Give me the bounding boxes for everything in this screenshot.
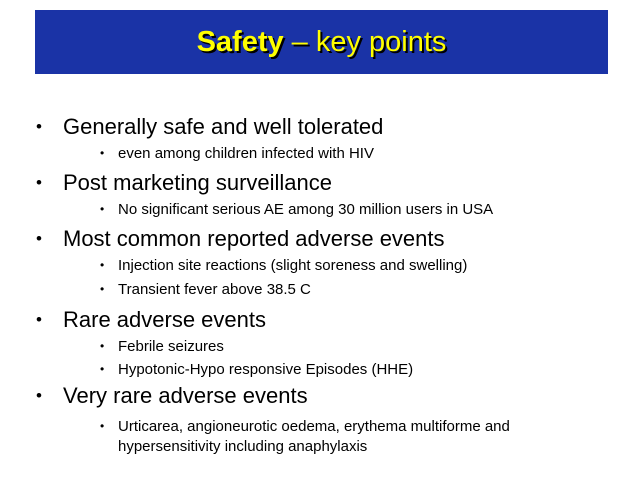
bullet-icon: • <box>36 386 42 405</box>
sub-bullet-text: Urticarea, angioneurotic oedema, erythema multiforme and hypersensitivity including anaphylaxis <box>118 418 510 455</box>
sub-bullet-text: Febrile seizures <box>118 338 224 355</box>
bullet-text: Generally safe and well tolerated <box>63 114 384 139</box>
sub-bullet-icon: • <box>100 362 105 376</box>
sub-bullet-icon: • <box>100 258 105 272</box>
sub-bullet-text: Hypotonic-Hypo responsive Episodes (HHE) <box>118 361 414 378</box>
sub-bullet-text: No significant serious AE among 30 million users in USA <box>118 201 494 218</box>
sub-bullet-text: Injection site reactions (slight soreness and swelling) <box>118 257 468 274</box>
sub-bullet-icon: • <box>100 339 105 353</box>
title-rest: – key points <box>283 25 447 58</box>
bullet-icon: • <box>36 117 42 136</box>
title-keyword: Safety <box>196 25 284 58</box>
bullet-text: Rare adverse events <box>63 307 266 332</box>
bullet-icon: • <box>36 229 42 248</box>
bullet-text: Very rare adverse events <box>63 383 308 408</box>
sub-bullet-icon: • <box>100 419 105 433</box>
bullet-icon: • <box>36 173 42 192</box>
bullet-text: Post marketing surveillance <box>63 170 333 195</box>
sub-bullet-icon: • <box>100 282 105 296</box>
bullet-icon: • <box>36 310 42 329</box>
sub-bullet-icon: • <box>100 146 105 160</box>
sub-bullet-icon: • <box>100 202 105 216</box>
sub-bullet-text: Transient fever above 38.5 C <box>118 281 311 298</box>
sub-bullet-text: even among children infected with HIV <box>118 145 374 162</box>
bullet-text: Most common reported adverse events <box>63 226 445 251</box>
